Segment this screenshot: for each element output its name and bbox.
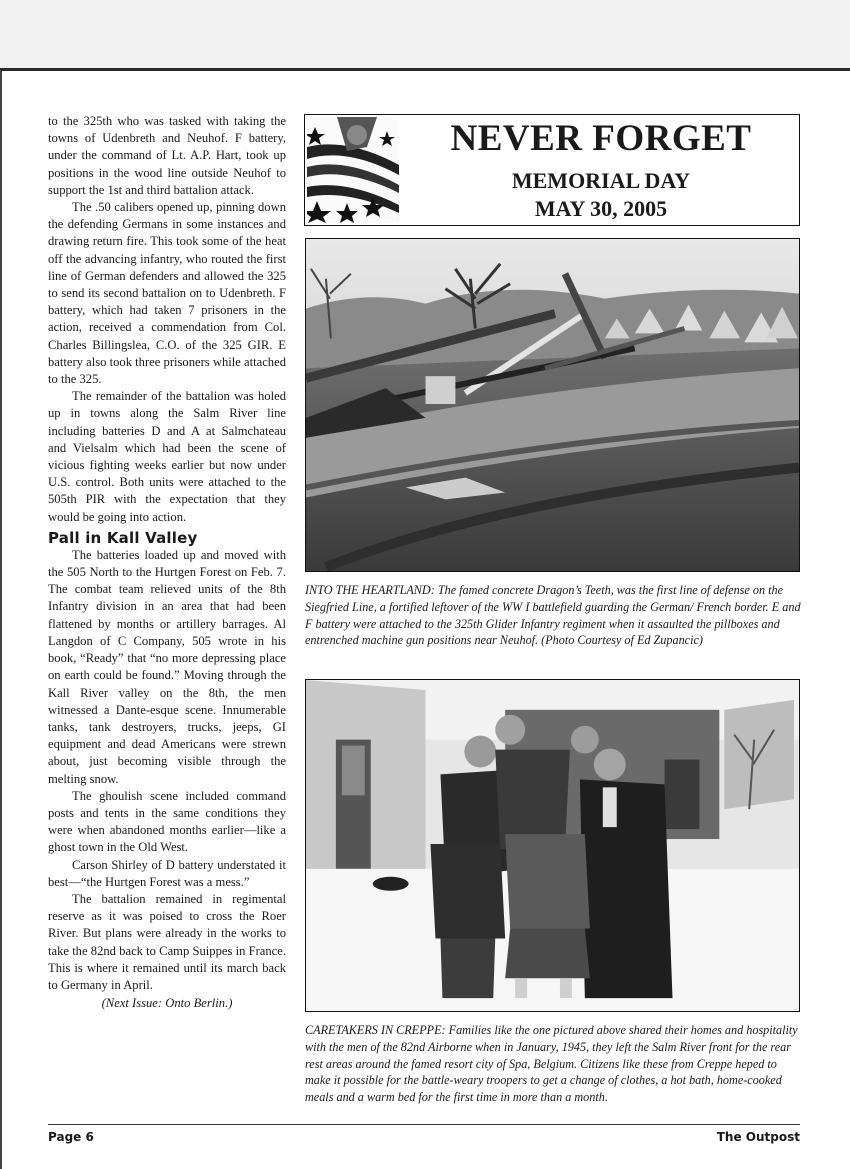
page-number: Page 6	[48, 1130, 94, 1144]
scan-border-top	[0, 0, 850, 70]
article-subhead: Pall in Kall Valley	[48, 528, 198, 547]
photo2-caption: CARETAKERS IN CREPPE: Families like the one pictured above shared their homes and hospitality with the men of the 82nd Airborne when in January, 1945, they left the Salm River front for the rear rest areas around the famed resort city of Spa, Belgium. Citizens like these from Creppe heped to make it possible for the battle-weary troopers to get a change of clothes, a hot bath, home-cooked meals and a warm bed for the first time in more than a month.	[305, 1023, 798, 1105]
next-issue-note: (Next Issue: Onto Berlin.)	[101, 996, 233, 1011]
scan-edge-left	[0, 70, 2, 1169]
banner-text	[403, 115, 799, 223]
photo-creppe-family	[305, 679, 800, 1012]
banner-date: MAY 30, 2005	[534, 196, 668, 221]
banner-title: NEVER FORGET	[450, 118, 752, 159]
footer-rule	[48, 1124, 800, 1125]
article-paragraph-4: The batteries loaded up and moved with the 505 North to the Hurtgen Forest on Feb. 7. The combat team relieved units of the 8th Infantry division in an area that had been flattened by months or artillery barrages. Al Langdon of C Company, 505 wrote in his book, “Ready” that “no more depressing place on earth could be found.” Moving through the Kall River valley on the 8th, the men witnessed a Dante-esque scene. Innumerable tanks, tank destroyers, trucks, jeeps, GI equipment and dead Americans were strewn about, just becoming visible through the melting snow.	[48, 547, 286, 786]
publication-name: The Outpost	[716, 1130, 800, 1144]
article-column	[48, 113, 286, 1012]
article-paragraph-3: The remainder of the battalion was holed up in towns along the Salm River line including batteries D and A at Salmchateau and Vielsalm which had been the scene of vicious fighting weeks earlier but now under U.S. control. Both units were attached to the 505th PIR with the expectation that they would be going into action.	[48, 389, 286, 524]
photo-dragons-teeth	[305, 238, 800, 572]
photo1-caption: INTO THE HEARTLAND: The famed concrete Dragon’s Teeth, was the first line of defense on the Siegfried Line, a fortified leftover of the WW I battlefield guarding the German/ French border. E and F battery were attached to the 325th Glider Infantry regiment when it assaulted the pillboxes and entrenched machine gun positions near Neuhof. (Photo Courtesy of Ed Zupancic)	[305, 583, 801, 648]
article-paragraph-2: The .50 calibers opened up, pinning down the defending Germans in some instances and drawing return fire. This took some of the heat off the advancing infantry, who routed the first line of German defenders and allowed the 325 to send its second battalion on to Udenbreth. F battery, which had taken 7 prisoners in the action, received a commendation from Col. Charles Billingslea, C.O. of the 325 GIR. E battery also took three prisoners while attached to the 325.	[48, 200, 286, 387]
article-paragraph-5: The ghoulish scene included command posts and tents in the same conditions they were when abandoned months earlier—like a ghost town in the Old West.	[48, 788, 286, 855]
flag-star-icon	[307, 117, 399, 223]
article-paragraph-1: to the 325th who was tasked with taking the towns of Udenbreth and Neuhof. F battery, under the command of Lt. A.P. Hart, took up positions in the wood line outside Neuhof to support the 1st and third battalion attack.	[48, 114, 286, 197]
scan-edge-rule	[0, 68, 850, 71]
article-paragraph-7: The battalion remained in regimental reserve as it was poised to cross the Roer River. But plans were already in the works to take the 82nd back to Camp Suippes in France. This is where it remained until its march back to Germany in April.	[48, 891, 286, 992]
memorial-banner	[304, 114, 800, 226]
article-paragraph-6: Carson Shirley of D battery understated it best—“the Hurtgen Forest was a mess.”	[48, 857, 286, 889]
banner-subtitle: MEMORIAL DAY	[511, 168, 691, 193]
